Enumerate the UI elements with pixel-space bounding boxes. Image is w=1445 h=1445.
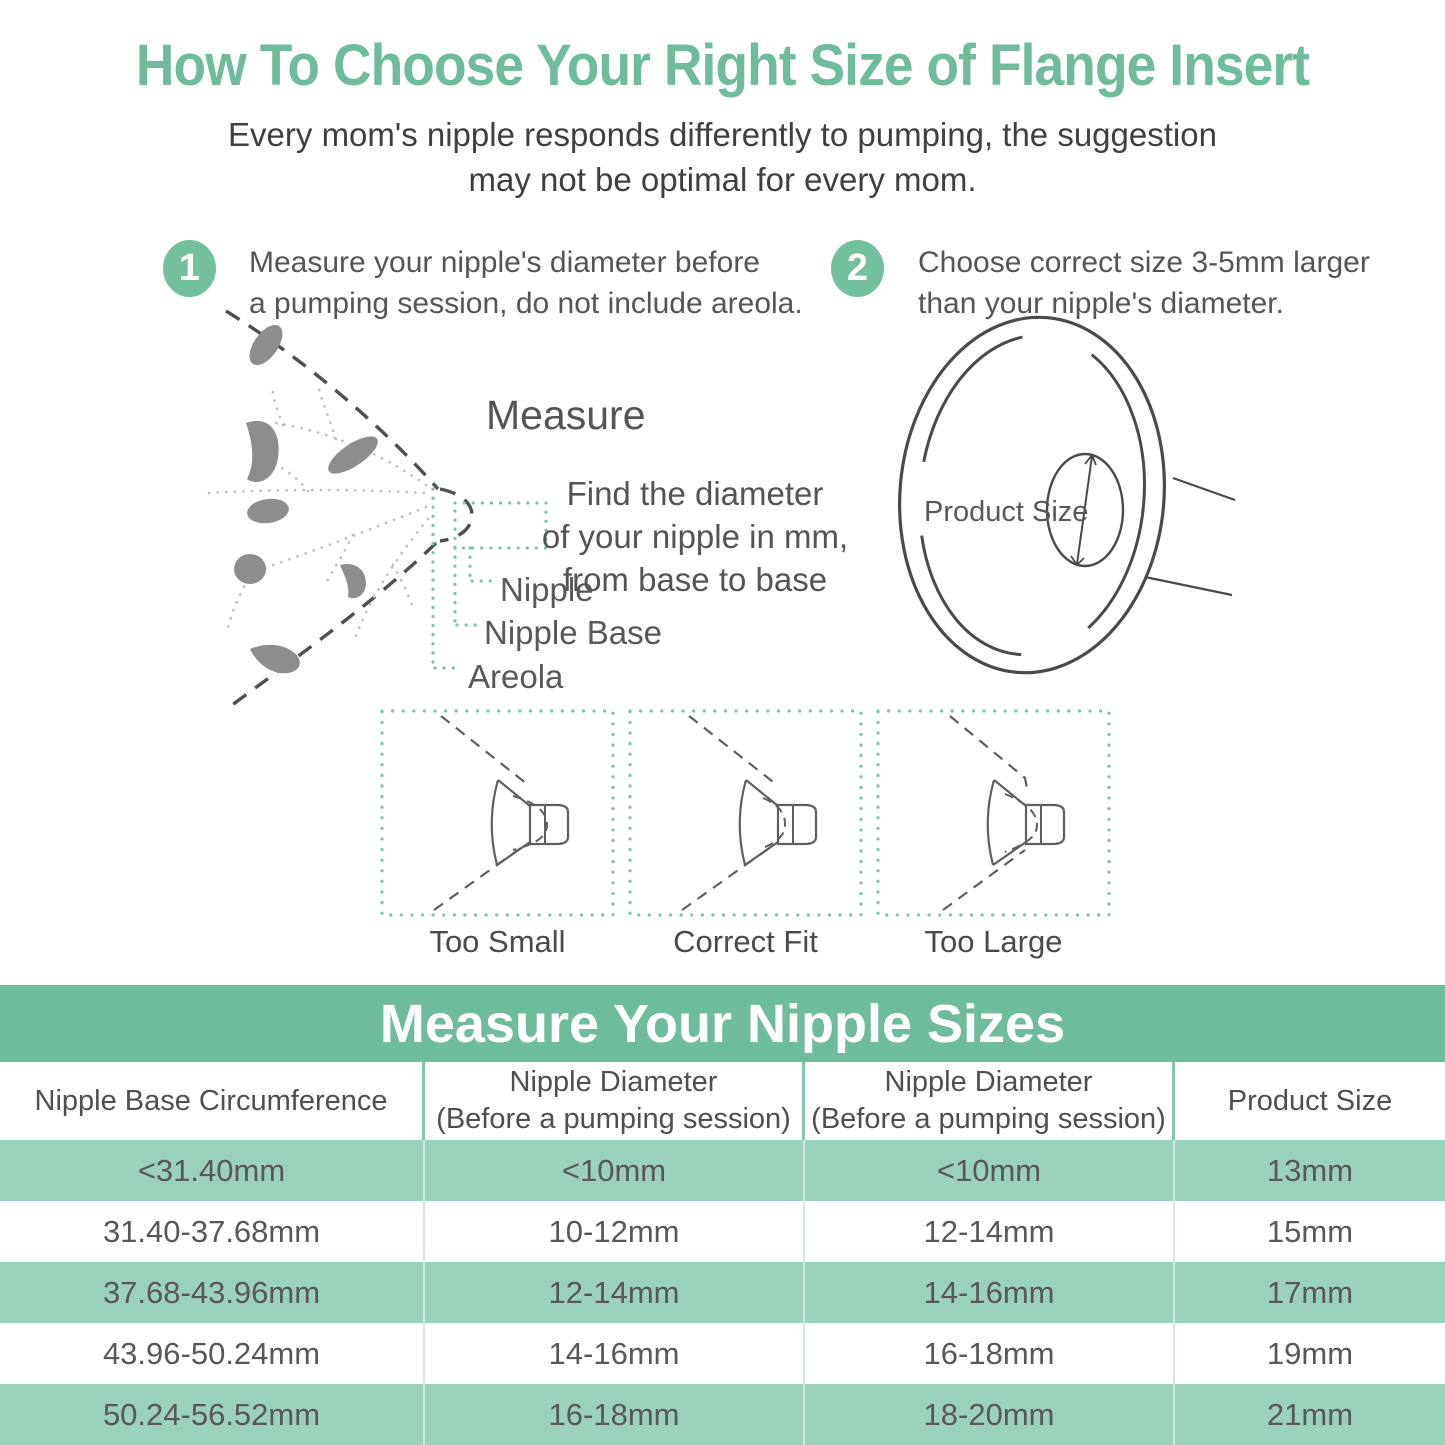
flange-inner-rim	[906, 326, 1157, 664]
header-nipple-base-circumference: Nipple Base Circumference	[0, 1062, 425, 1140]
table-cell: 31.40-37.68mm	[0, 1201, 425, 1262]
table-header-row	[0, 1062, 1445, 1140]
table-cell: 17mm	[1266, 1274, 1354, 1310]
measure-note-line-1: Find the diameter	[566, 475, 824, 512]
table-cell: 43.96-50.24mm	[0, 1323, 425, 1384]
table-cell: 16-18mm	[425, 1384, 805, 1445]
measure-heading: Measure	[486, 392, 646, 438]
table-cell: 10-12mm	[425, 1201, 805, 1262]
step-2-line-1: Choose correct size 3-5mm larger	[918, 246, 1370, 279]
fit-diagram-too-large	[875, 708, 1112, 918]
step-1-line-1: Measure your nipple's diameter before	[249, 246, 760, 279]
table-banner: Measure Your Nipple Sizes	[0, 985, 1445, 1062]
milk-glands	[234, 319, 383, 673]
header-product-size: Product Size	[1227, 1084, 1393, 1117]
table-cell: 13mm	[1266, 1152, 1354, 1188]
nipple-outline	[440, 489, 472, 541]
nipple-base-label: Nipple Base	[484, 614, 662, 651]
table-cell: 18-20mm	[805, 1384, 1175, 1445]
fit-diagram-too-small	[379, 708, 616, 918]
subtitle-line-2: may not be optimal for every mom.	[468, 161, 977, 198]
step-1-line-2: a pumping session, do not include areola.	[249, 287, 803, 320]
table-row	[0, 1140, 1445, 1201]
table-cell: 15mm	[1266, 1213, 1354, 1249]
fit-label-too-small: Too Small	[429, 924, 566, 959]
measure-note-line-2: of your nipple in mm,	[541, 518, 849, 555]
step-2-line-2: than your nipple's diameter.	[918, 287, 1284, 320]
leader-line-top	[1173, 478, 1235, 500]
header-nipple-diameter-2: Nipple Diameter (Before a pumping session)	[805, 1062, 1175, 1140]
page-subtitle	[0, 112, 1445, 202]
fit-diagram-correct-fit	[627, 708, 864, 918]
page-title: How To Choose Your Right Size of Flange Insert	[135, 33, 1310, 98]
product-size-label: Product Size	[924, 496, 1089, 528]
table-cell: <10mm	[805, 1140, 1175, 1201]
areola-label: Areola	[468, 658, 564, 695]
table-cell: 21mm	[1266, 1396, 1354, 1432]
table-cell: 12-14mm	[425, 1262, 805, 1323]
table-cell: 37.68-43.96mm	[0, 1262, 425, 1323]
measure-note-line-3: from base to base	[562, 561, 828, 598]
table-cell: 14-16mm	[425, 1323, 805, 1384]
flange-outer-rim	[888, 306, 1179, 684]
table-cell: 50.24-56.52mm	[0, 1384, 425, 1445]
step-1-badge: 1	[163, 240, 216, 297]
step-2-badge: 2	[831, 240, 884, 297]
fit-label-too-large: Too Large	[924, 924, 1063, 959]
table-cell: 12-14mm	[805, 1201, 1175, 1262]
header-nipple-diameter-1: Nipple Diameter (Before a pumping session)	[425, 1062, 805, 1140]
table-cell: 19mm	[1266, 1335, 1354, 1371]
table-row	[0, 1384, 1445, 1445]
nipple-label: Nipple	[500, 571, 594, 608]
fit-label-correct-fit: Correct Fit	[673, 924, 818, 959]
table-cell: 16-18mm	[805, 1323, 1175, 1384]
table-cell: <31.40mm	[0, 1140, 425, 1201]
leader-line-bottom	[1145, 577, 1232, 595]
size-table	[0, 1062, 1445, 1445]
table-cell: <10mm	[425, 1140, 805, 1201]
table-row	[0, 1201, 1445, 1262]
subtitle-line-1: Every mom's nipple responds differently to pumping, the suggestion	[228, 116, 1217, 153]
table-row	[0, 1323, 1445, 1384]
table-row	[0, 1262, 1445, 1323]
table-cell: 14-16mm	[805, 1262, 1175, 1323]
